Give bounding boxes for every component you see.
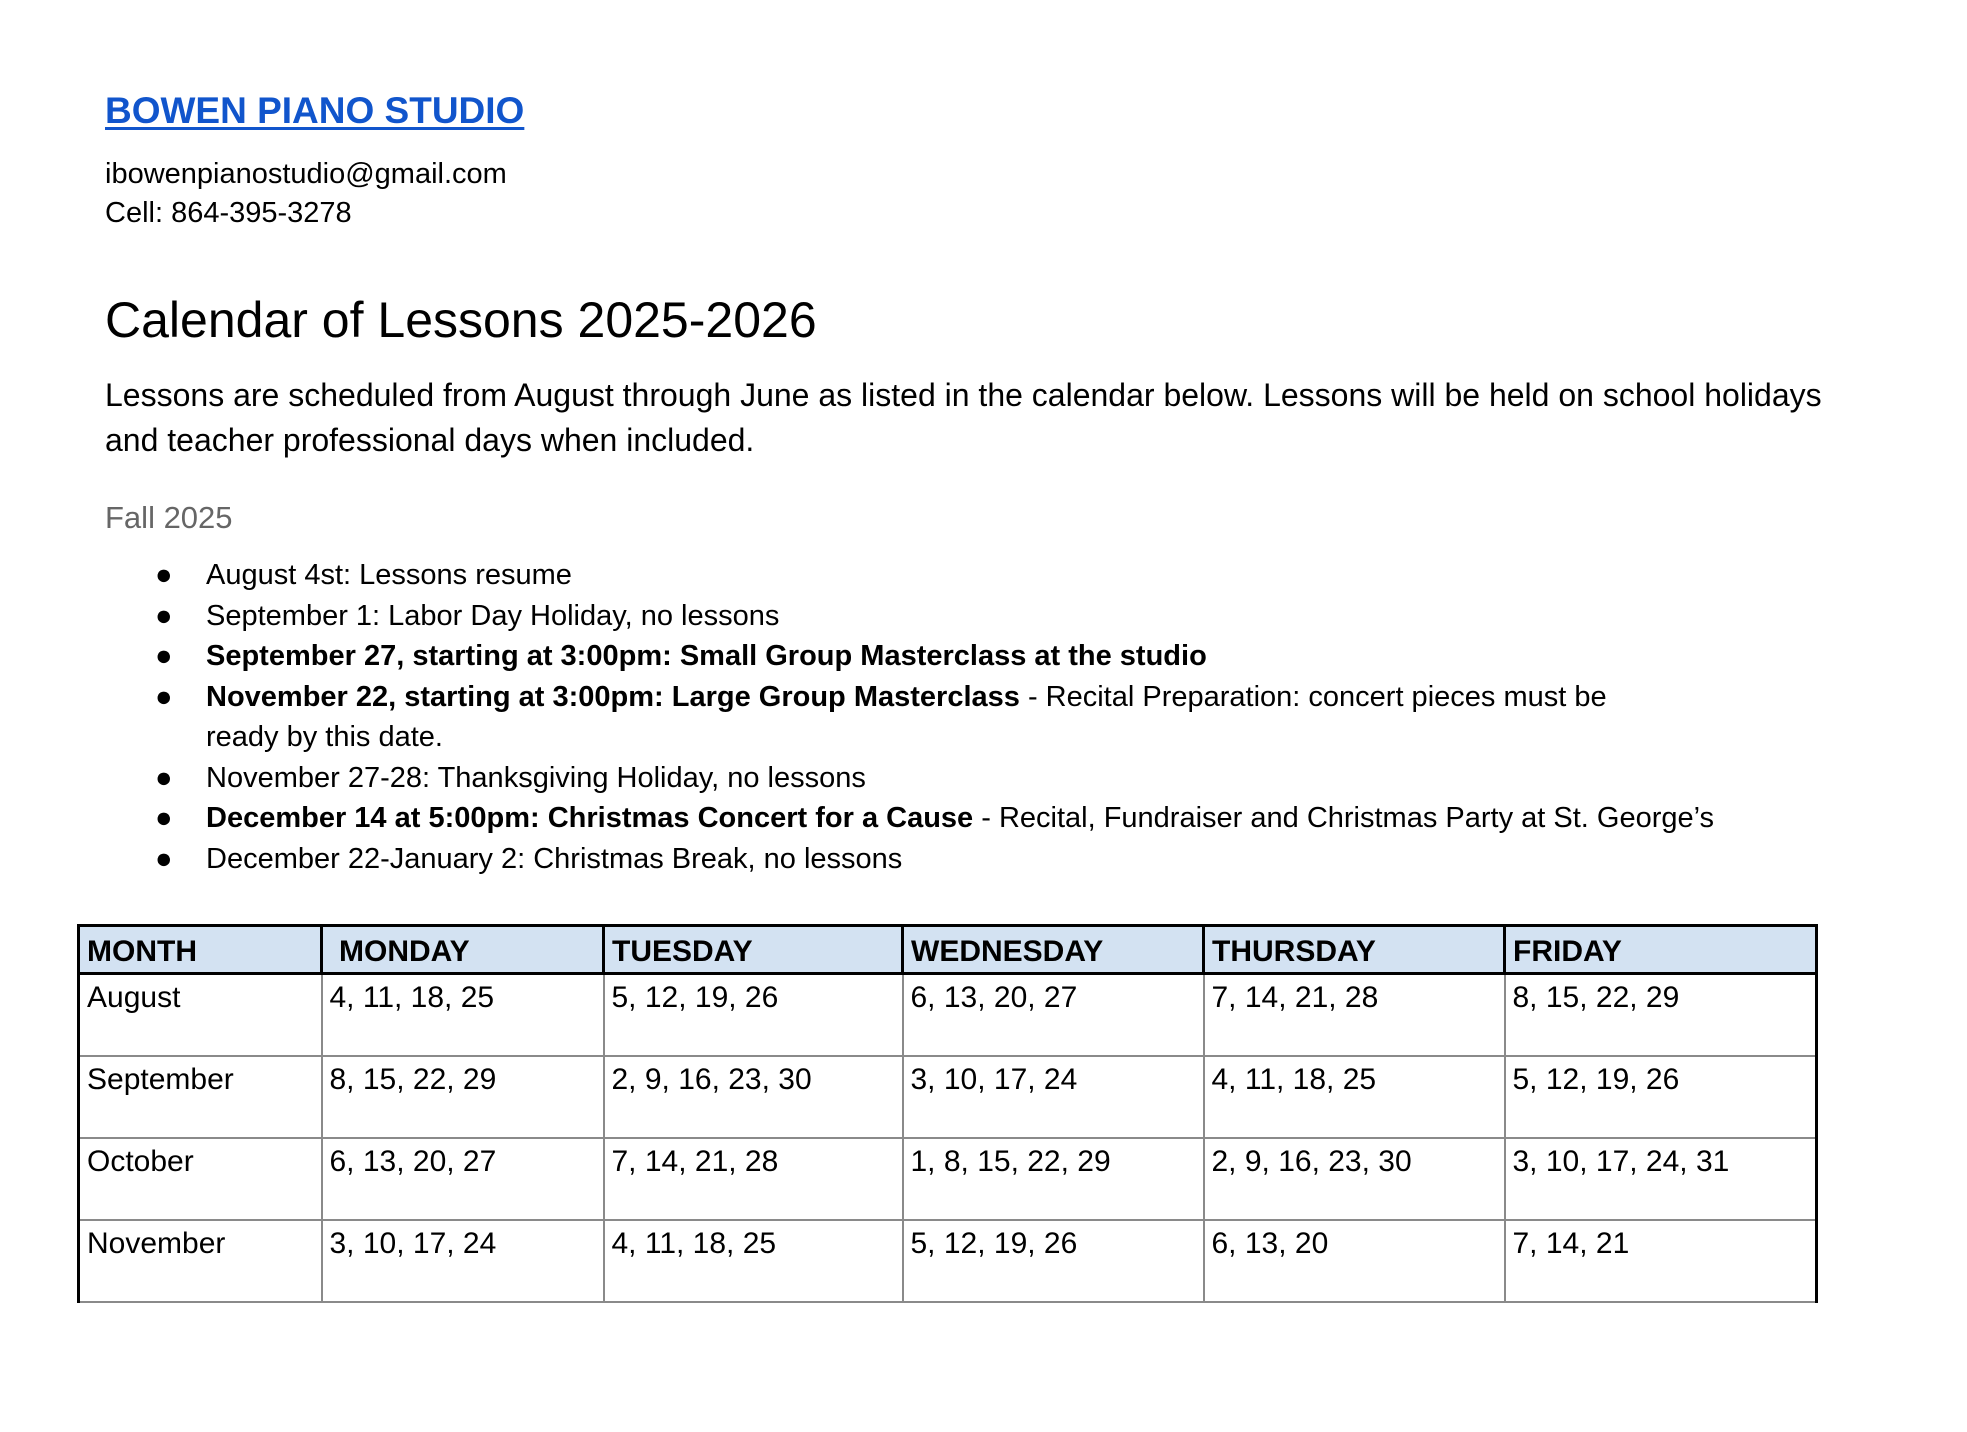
contact-info [105,155,507,233]
monday-cell: 4, 11, 18, 25 [322,974,604,1056]
event-bold: September 27, starting at 3:00pm: Small Group Masterclass at the studio [206,640,1207,672]
event-text: December 22-January 2: Christmas Break, no lessons [206,842,903,875]
thursday-cell: 2, 9, 16, 23, 30 [1204,1138,1505,1220]
event-text: November 27-28: Thanksgiving Holiday, no lessons [206,761,866,794]
thursday-cell: 7, 14, 21, 28 [1204,974,1505,1056]
monday-cell: 8, 15, 22, 29 [322,1056,604,1138]
friday-cell: 5, 12, 19, 26 [1505,1056,1817,1138]
wednesday-cell: 5, 12, 19, 26 [903,1220,1204,1302]
table-header-row [79,926,1817,974]
list-item [0,555,1967,596]
bullet-icon: ● [155,761,173,794]
list-item [0,839,1967,880]
intro-paragraph: Lessons are scheduled from August through June as listed in the calendar below. Lessons will be held on school holidays and teacher professional days when included. [105,377,1822,458]
event-text: - Recital Preparation: concert pieces must be ready by this date. [206,680,1607,753]
wednesday-cell: 6, 13, 20, 27 [903,974,1204,1056]
month-cell: October [79,1138,322,1220]
monday-cell: 6, 13, 20, 27 [322,1138,604,1220]
friday-cell: 8, 15, 22, 29 [1505,974,1817,1056]
season-heading: Fall 2025 [105,500,233,535]
friday-cell: 3, 10, 17, 24, 31 [1505,1138,1817,1220]
phone-text: Cell: 864-395-3278 [105,197,352,229]
month-cell: November [79,1220,322,1302]
event-text: - Recital, Fundraiser and Christmas Party at St. George’s [973,802,1715,834]
table-row [79,974,1817,1056]
header-monday: MONDAY [322,926,604,974]
lesson-calendar-table [77,924,1818,1303]
bullet-icon: ● [155,640,173,672]
list-item [0,677,1967,758]
friday-cell: 7, 14, 21 [1505,1220,1817,1302]
tuesday-cell: 2, 9, 16, 23, 30 [604,1056,903,1138]
table-row [79,1220,1817,1302]
header-month: MONTH [79,926,322,974]
header-wednesday: WEDNESDAY [903,926,1204,974]
bullet-icon: ● [155,680,173,713]
events-list [0,555,1967,879]
list-item [0,636,1967,677]
wednesday-cell: 3, 10, 17, 24 [903,1056,1204,1138]
event-text: August 4st: Lessons resume [206,559,572,591]
event-bold: December 14 at 5:00pm: Christmas Concert for a Cause [206,802,974,834]
list-item [0,596,1967,637]
bullet-icon: ● [155,559,173,591]
tuesday-cell: 5, 12, 19, 26 [604,974,903,1056]
header-friday: FRIDAY [1505,926,1817,974]
page-title: Calendar of Lessons 2025-2026 [105,292,817,348]
header-thursday: THURSDAY [1204,926,1505,974]
studio-name-link[interactable]: BOWEN PIANO STUDIO [105,90,525,131]
list-item [0,798,1967,839]
event-text: September 1: Labor Day Holiday, no lessons [206,599,780,632]
email-text: ibowenpianostudio@gmail.com [105,158,507,190]
table-row [79,1056,1817,1138]
header-tuesday: TUESDAY [604,926,903,974]
table-row [79,1138,1817,1220]
thursday-cell: 4, 11, 18, 25 [1204,1056,1505,1138]
bullet-icon: ● [155,842,173,875]
month-cell: August [79,974,322,1056]
bullet-icon: ● [155,599,173,632]
month-cell: September [79,1056,322,1138]
tuesday-cell: 4, 11, 18, 25 [604,1220,903,1302]
list-item [0,758,1967,799]
event-bold: November 22, starting at 3:00pm: Large Group Masterclass [206,680,1020,713]
monday-cell: 3, 10, 17, 24 [322,1220,604,1302]
wednesday-cell: 1, 8, 15, 22, 29 [903,1138,1204,1220]
tuesday-cell: 7, 14, 21, 28 [604,1138,903,1220]
thursday-cell: 6, 13, 20 [1204,1220,1505,1302]
bullet-icon: ● [155,802,173,834]
